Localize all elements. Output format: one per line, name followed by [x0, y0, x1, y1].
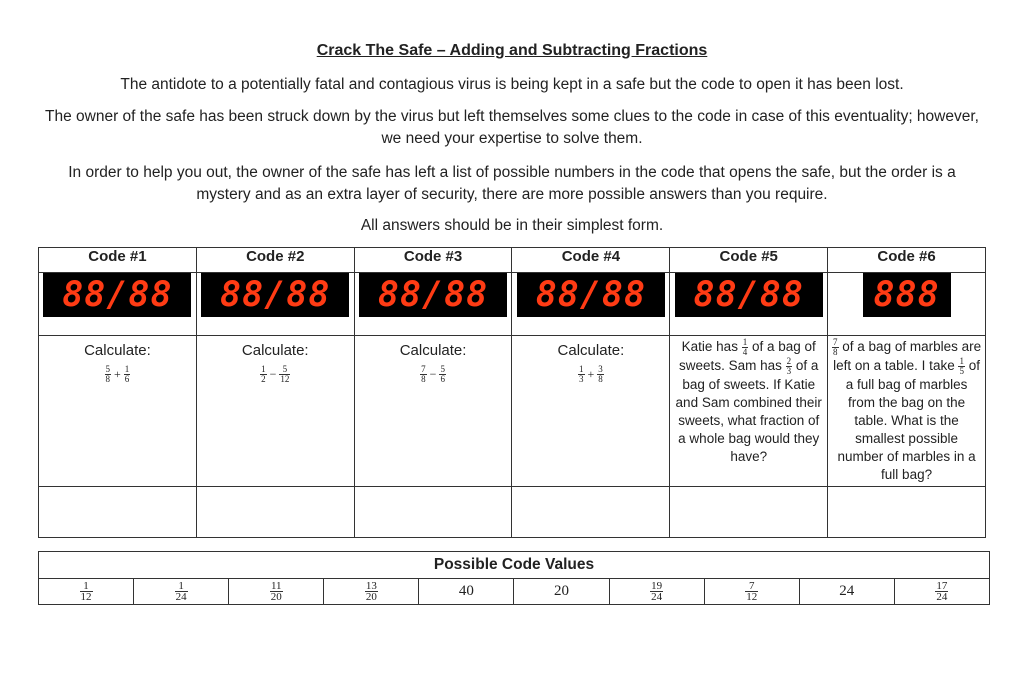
- code-3-answer-box[interactable]: [354, 487, 512, 538]
- value-cell: $\frac{1}{24}$: [134, 579, 229, 605]
- value-cell: 40: [419, 579, 514, 605]
- codes-header-row: [39, 248, 986, 273]
- code-4-expression: $\frac{1}{3}$ + $\frac{3}{8}$: [579, 364, 603, 384]
- code-5-word-problem: Katie has $\frac{1}{4}$ of a bag of sweets. Sam has $\frac{2}{3}$ of a bag of sweets. If Katie and Sam combined their sweets, what fraction of a whole bag would they have?: [675, 337, 822, 464]
- value-cell: $\frac{1}{12}$: [39, 579, 134, 605]
- code-3-display: 88/88: [359, 273, 507, 317]
- code-5-answer-box[interactable]: [670, 487, 828, 538]
- code-2-expression: $\frac{1}{2}$ − $\frac{5}{12}$: [261, 364, 290, 384]
- code-4-question: [512, 336, 670, 487]
- code-2-header: Code #2: [196, 248, 354, 273]
- possible-values-table: [38, 551, 990, 605]
- code-2-question: [196, 336, 354, 487]
- worksheet-title: Crack The Safe – Adding and Subtracting Fractions: [316, 42, 708, 59]
- value-cell: $\frac{7}{12}$: [704, 579, 799, 605]
- code-3-header: Code #3: [354, 248, 512, 273]
- intro-paragraph-4: All answers should be in their simplest form.: [360, 217, 664, 234]
- possible-values-heading: Possible Code Values: [39, 552, 990, 579]
- code-6-question: [828, 336, 986, 487]
- code-4-answer-box[interactable]: [512, 487, 670, 538]
- codes-question-row: [39, 336, 986, 487]
- code-4-calc-label: Calculate:: [557, 342, 625, 359]
- code-3-question: [354, 336, 512, 487]
- code-2-calc-label: Calculate:: [241, 342, 309, 359]
- code-1-answer-box[interactable]: [39, 487, 197, 538]
- intro-paragraph-1: The antidote to a potentially fatal and contagious virus is being kept in a safe but the code to open it has been lost.: [120, 76, 904, 93]
- code-1-display: 88/88: [43, 273, 191, 317]
- code-6-answer-box[interactable]: [828, 487, 986, 538]
- code-5-display: 88/88: [675, 273, 823, 317]
- code-1-header: Code #1: [39, 248, 197, 273]
- code-5-question: [670, 336, 828, 487]
- code-1-expression: $\frac{5}{8}$ + $\frac{1}{6}$: [105, 364, 130, 384]
- value-cell: $\frac{17}{24}$: [894, 579, 989, 605]
- code-1-calc-label: Calculate:: [84, 342, 151, 359]
- intro-paragraph-2: The owner of the safe has been struck down by the virus but left themselves some clues to the code in case of this eventuality; however, we need your expertise to solve them.: [45, 108, 979, 147]
- value-cell: 24: [799, 579, 894, 605]
- code-6-header: Code #6: [828, 248, 986, 273]
- code-4-display: 88/88: [517, 273, 665, 317]
- codes-display-row: [39, 273, 986, 336]
- code-2-answer-box[interactable]: [196, 487, 354, 538]
- intro-paragraph-3: In order to help you out, the owner of the safe has left a list of possible numbers in the code that opens the safe, but the order is a mystery and as an extra layer of security, there are more possible answers than you require.: [68, 164, 956, 203]
- value-cell: 20: [514, 579, 609, 605]
- codes-answer-row: [39, 487, 986, 538]
- code-6-word-problem: $\frac{7}{8}$ of a bag of marbles are left on a table. I take $\frac{1}{5}$ of a full bag of marbles from the bag on the table. What is the smallest possible number of marbles in a full bag?: [833, 337, 982, 482]
- code-3-expression: $\frac{7}{8}$ − $\frac{5}{6}$: [421, 364, 445, 384]
- code-6-display: 888: [863, 273, 951, 317]
- codes-table: [38, 247, 986, 538]
- possible-values-row: [39, 579, 990, 605]
- value-cell: $\frac{19}{24}$: [609, 579, 704, 605]
- code-4-header: Code #4: [512, 248, 670, 273]
- code-5-header: Code #5: [670, 248, 828, 273]
- value-cell: $\frac{13}{20}$: [324, 579, 419, 605]
- code-3-calc-label: Calculate:: [399, 342, 467, 359]
- code-2-display: 88/88: [201, 273, 349, 317]
- code-1-question: [39, 336, 197, 487]
- value-cell: $\frac{11}{20}$: [229, 579, 324, 605]
